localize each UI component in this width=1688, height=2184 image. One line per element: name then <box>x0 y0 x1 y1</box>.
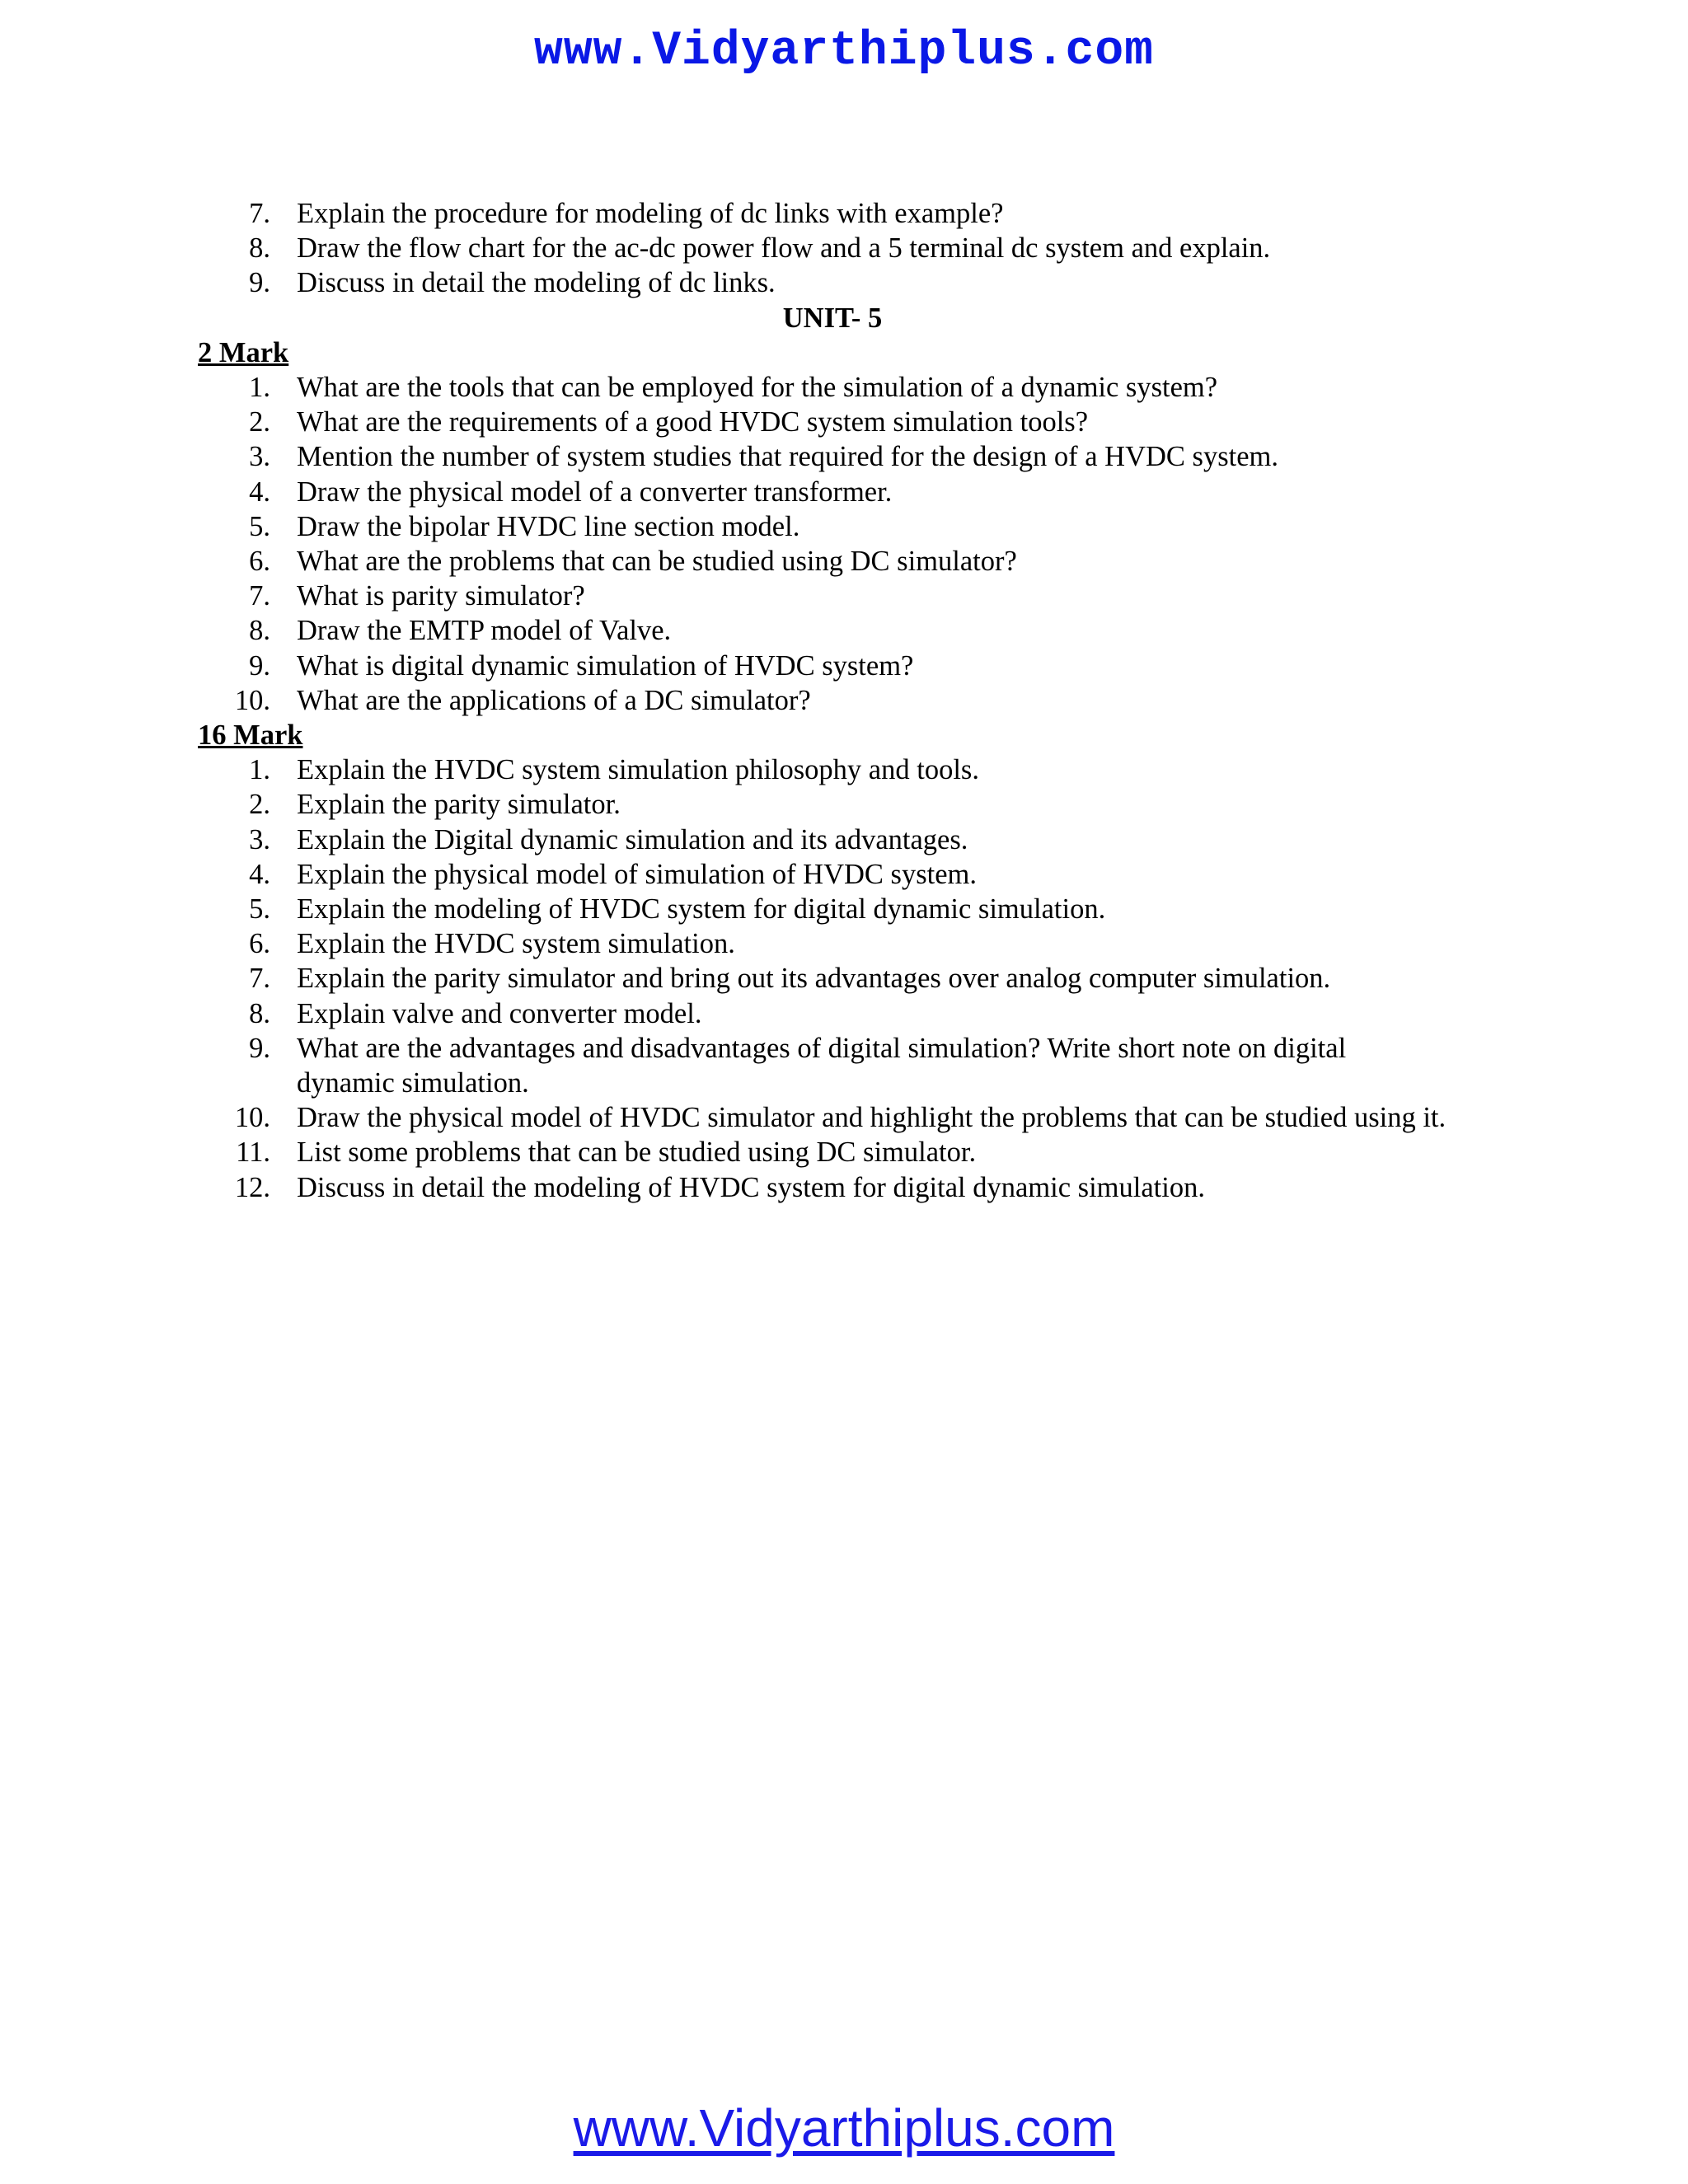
question-text: Explain the physical model of simulation of HVDC system. <box>297 858 978 890</box>
question-item <box>198 509 1451 544</box>
question-text: What are the tools that can be employed for the simulation of a dynamic system? <box>297 372 1218 404</box>
question-number: 4. <box>249 858 270 890</box>
header-site-link[interactable]: www.Vidyarthiplus.com <box>534 25 1154 78</box>
question-item <box>198 196 1451 231</box>
question-text: Draw the bipolar HVDC line section model. <box>297 510 800 542</box>
question-number: 6. <box>249 546 270 578</box>
question-text: Draw the flow chart for the ac-dc power flow and a 5 terminal dc system and explain. <box>297 232 1271 265</box>
question-text: What is parity simulator? <box>297 580 585 612</box>
question-number: 2. <box>249 406 270 438</box>
question-item <box>198 683 1451 718</box>
question-item <box>198 787 1451 822</box>
question-item <box>198 439 1451 474</box>
question-number: 9. <box>249 1032 270 1064</box>
question-number: 8. <box>249 232 270 265</box>
question-item <box>198 1170 1451 1205</box>
question-text: What are the problems that can be studied using DC simulator? <box>297 546 1017 578</box>
question-number: 11. <box>236 1137 270 1169</box>
question-text: Discuss in detail the modeling of dc links. <box>297 267 776 299</box>
question-number: 8. <box>249 997 270 1029</box>
sixteen-mark-question-list <box>198 752 1451 1205</box>
question-text: What is digital dynamic simulation of HVDC system? <box>297 649 914 682</box>
question-number: 1. <box>249 372 270 404</box>
question-text: What are the advantages and disadvantages of digital simulation? Write short note on digital dynamic simulation. <box>297 1032 1347 1099</box>
question-text: Explain the HVDC system simulation philosophy and tools. <box>297 754 979 786</box>
question-item <box>198 405 1451 439</box>
question-number: 3. <box>249 441 270 473</box>
question-number: 9. <box>249 267 270 299</box>
question-text: Explain the Digital dynamic simulation and its advantages. <box>297 823 968 855</box>
question-number: 1. <box>249 754 270 786</box>
question-item <box>198 265 1451 300</box>
question-text: Discuss in detail the modeling of HVDC system for digital dynamic simulation. <box>297 1171 1205 1203</box>
question-text: Mention the number of system studies that required for the design of a HVDC system. <box>297 441 1278 473</box>
question-number: 3. <box>249 823 270 855</box>
question-text: List some problems that can be studied using DC simulator. <box>297 1137 977 1169</box>
question-item <box>198 1135 1451 1169</box>
question-item <box>198 1100 1451 1135</box>
question-text: What are the requirements of a good HVDC system simulation tools? <box>297 406 1089 438</box>
unit-title: UNIT- 5 <box>782 302 883 334</box>
sixteen-mark-heading: 16 Mark <box>198 719 303 752</box>
question-number: 6. <box>249 928 270 960</box>
two-mark-question-list <box>198 370 1451 718</box>
question-item <box>198 579 1451 613</box>
question-text: Draw the physical model of a converter transformer. <box>297 476 893 508</box>
question-item <box>198 892 1451 926</box>
question-text: Explain the parity simulator and bring out its advantages over analog computer simulation. <box>297 963 1331 995</box>
question-text: Draw the physical model of HVDC simulator and highlight the problems that can be studied using it. <box>297 1102 1447 1134</box>
question-item <box>198 613 1451 648</box>
question-item <box>198 231 1451 265</box>
question-item <box>198 544 1451 579</box>
footer-site-link[interactable]: www.Vidyarthiplus.com <box>573 2098 1115 2158</box>
question-item <box>198 370 1451 405</box>
question-text: Draw the EMTP model of Valve. <box>297 615 672 647</box>
prev-unit-question-list <box>198 196 1451 301</box>
question-number: 5. <box>249 893 270 926</box>
question-text: What are the applications of a DC simulator? <box>297 684 811 716</box>
question-text: Explain the modeling of HVDC system for digital dynamic simulation. <box>297 893 1106 926</box>
question-number: 7. <box>249 580 270 612</box>
question-number: 9. <box>249 649 270 682</box>
question-item <box>198 926 1451 961</box>
question-text: Explain the HVDC system simulation. <box>297 928 735 960</box>
question-number: 10. <box>234 1102 270 1134</box>
question-item <box>198 1031 1451 1100</box>
question-item <box>198 752 1451 787</box>
question-text: Explain the parity simulator. <box>297 789 621 821</box>
question-number: 12. <box>234 1171 270 1203</box>
question-number: 4. <box>249 476 270 508</box>
question-number: 7. <box>249 198 270 229</box>
two-mark-heading: 2 Mark <box>198 336 289 368</box>
question-number: 10. <box>234 684 270 716</box>
question-number: 8. <box>249 615 270 647</box>
question-item <box>198 649 1451 683</box>
question-text: Explain valve and converter model. <box>297 997 702 1029</box>
question-item <box>198 857 1451 892</box>
question-text: Explain the procedure for modeling of dc links with example? <box>297 198 1004 229</box>
question-item <box>198 961 1451 996</box>
question-number: 5. <box>249 510 270 542</box>
question-number: 7. <box>249 963 270 995</box>
question-item <box>198 823 1451 857</box>
question-item <box>198 996 1451 1031</box>
question-content <box>198 196 1451 1205</box>
question-number: 2. <box>249 789 270 821</box>
question-item <box>198 475 1451 509</box>
